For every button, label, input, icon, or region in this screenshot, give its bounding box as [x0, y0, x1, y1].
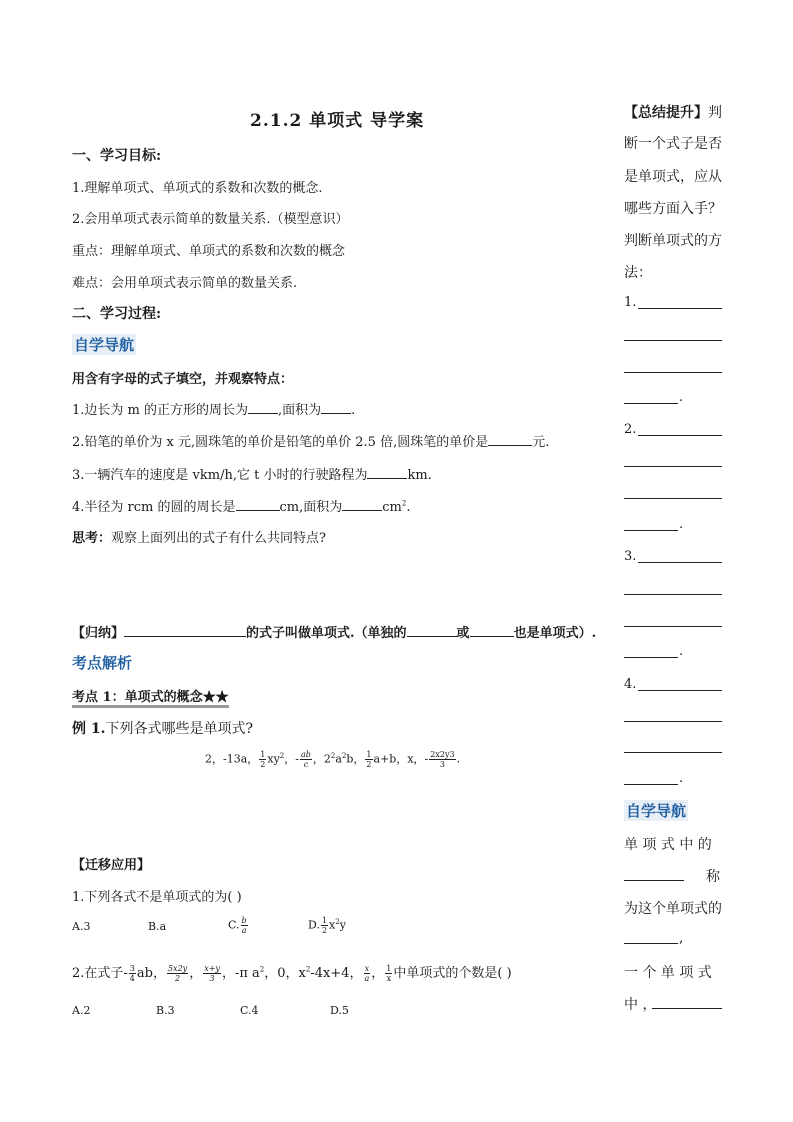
sidebar-period: . [679, 390, 684, 405]
difficult-point: 难点：会用单项式表示简单的数量关系. [72, 276, 298, 291]
answer-blank[interactable] [248, 401, 278, 414]
sidebar-text: 为这个单项式的 [624, 901, 722, 917]
transfer-question-1: 1.下列各式不是单项式的为( ) [72, 890, 242, 905]
option-b[interactable]: B.a [148, 920, 167, 933]
answer-blank[interactable] [124, 624, 246, 637]
sidebar-period: . [679, 517, 684, 532]
transfer-question-2: 2.在式子- $\frac{3}{4}$ ab， $\frac{5x2y}{2}$ ， $\frac{x+y}{3}$ ，-π $a^2$，0，$x^2-4x+4$， $\frac{x}{a}$ ， $\frac{1}{x}$ 中单项式的个数是( ) [72, 964, 512, 983]
answer-line[interactable] [624, 752, 722, 753]
answer-blank[interactable] [367, 466, 407, 479]
answer-blank[interactable] [407, 624, 457, 637]
transfer-q2-options [72, 1004, 432, 1020]
sidebar-tip-line: 判断单项式的方 [624, 233, 722, 249]
answer-line[interactable] [624, 880, 684, 881]
sidebar-num: 3. [624, 549, 637, 564]
answer-blank[interactable] [470, 624, 514, 637]
answer-blank[interactable] [342, 498, 382, 511]
section-heading-goals: 一、学习目标: [72, 148, 162, 164]
question-4: 4.半径为 rcm 的圆的周长是 cm,面积为 $cm^2$. [72, 499, 411, 515]
goal-item: 1.理解单项式、单项式的系数和次数的概念. [72, 181, 323, 196]
option-a[interactable]: A.3 [72, 920, 91, 933]
answer-line[interactable] [638, 435, 722, 436]
option-d[interactable]: D.5 [330, 1004, 349, 1017]
sidebar-period: . [679, 771, 684, 786]
sidebar-num: 1. [624, 295, 637, 310]
option-a[interactable]: A.2 [72, 1004, 91, 1017]
page-title: 2.1.2 单项式 导学案 [250, 111, 425, 131]
answer-line[interactable] [638, 690, 722, 691]
answer-blank[interactable] [236, 498, 280, 511]
sidebar-text: 中 ， [624, 997, 657, 1013]
answer-line[interactable] [638, 308, 722, 309]
sidebar-text: 称 [706, 869, 720, 885]
question-3: 3.一辆汽车的速度是 vkm/h,它 t 小时的行驶路程为 km. [72, 468, 432, 483]
sidebar-num: 2. [624, 422, 637, 437]
answer-line[interactable] [624, 372, 722, 373]
answer-line[interactable] [624, 498, 722, 499]
analysis-heading: 考点解析 [72, 654, 133, 672]
answer-blank[interactable] [321, 401, 351, 414]
answer-line[interactable] [624, 403, 678, 404]
answer-blank[interactable] [488, 433, 532, 446]
answer-line[interactable] [624, 943, 678, 944]
answer-line[interactable] [624, 721, 722, 722]
sidebar-period: . [679, 644, 684, 659]
sidebar-tip-line: 法： [624, 265, 652, 281]
summary-statement: 【归纳】 的式子叫做单项式.（单独的 或 也是单项式）. [72, 626, 597, 641]
key-point: 重点：理解单项式、单项式的系数和次数的概念 [72, 244, 346, 259]
option-c[interactable]: C. $\frac{b}{a}$ [228, 916, 247, 935]
transfer-label: 【迁移应用】 [72, 858, 151, 873]
exercise-lead: 用含有字母的式子填空，并观察特点： [72, 372, 294, 387]
goal-item: 2.会用单项式表示简单的数量关系.（模型意识） [72, 212, 349, 227]
answer-line[interactable] [652, 1008, 722, 1009]
option-d[interactable]: D. $\frac{1}{2}$ $x^2y$ [308, 916, 346, 935]
sidebar-text: 一 个 单 项 式 [624, 965, 712, 981]
answer-line[interactable] [638, 562, 722, 563]
answer-line[interactable] [624, 530, 678, 531]
section-heading-process: 二、学习过程: [72, 306, 162, 322]
knowledge-point-1: 考点 1：单项式的概念★★ [72, 686, 229, 708]
option-b[interactable]: B.3 [156, 1004, 175, 1017]
sidebar-tip-line: 断一个式子是否 [624, 136, 722, 152]
option-c[interactable]: C.4 [240, 1004, 259, 1017]
think-prompt: 思考：观察上面列出的式子有什么共同特点? [72, 531, 326, 546]
example-1: 例 1.下列各式哪些是单项式? [72, 721, 254, 737]
self-study-label: 自学导航 [74, 336, 135, 354]
example-expression: 2，-13a， $\frac{1}{2}$ $xy^2$，- $\frac{ab}{c}$ ，$2^2a^2b$， $\frac{1}{2}$ a+b，x，- $\frac{2x2y3}{3}$ . [205, 750, 461, 769]
answer-line[interactable] [624, 466, 722, 467]
question-1: 1.边长为 m 的正方形的周长为 ,面积为 . [72, 403, 356, 418]
answer-line[interactable] [624, 657, 678, 658]
sidebar-num: 4. [624, 677, 637, 692]
sidebar-text: 单 项 式 中 的 [624, 837, 712, 853]
answer-line[interactable] [624, 340, 722, 341]
sidebar-self-study-label: 自学导航 [626, 802, 687, 820]
question-2: 2.铅笔的单价为 x 元,圆珠笔的单价是铅笔的单价 2.5 倍,圆珠笔的单价是 元. [72, 435, 550, 450]
sidebar-text: , [679, 930, 684, 946]
answer-line[interactable] [624, 784, 678, 785]
sidebar-tip-line: 是单项式，应从 [624, 169, 722, 185]
sidebar-tip-title: 【总结提升】判 [624, 105, 722, 121]
answer-line[interactable] [624, 594, 722, 595]
answer-line[interactable] [624, 626, 722, 627]
sidebar-tip-line: 哪些方面入手？ [624, 201, 722, 217]
star-icon: ★★ [202, 690, 229, 705]
